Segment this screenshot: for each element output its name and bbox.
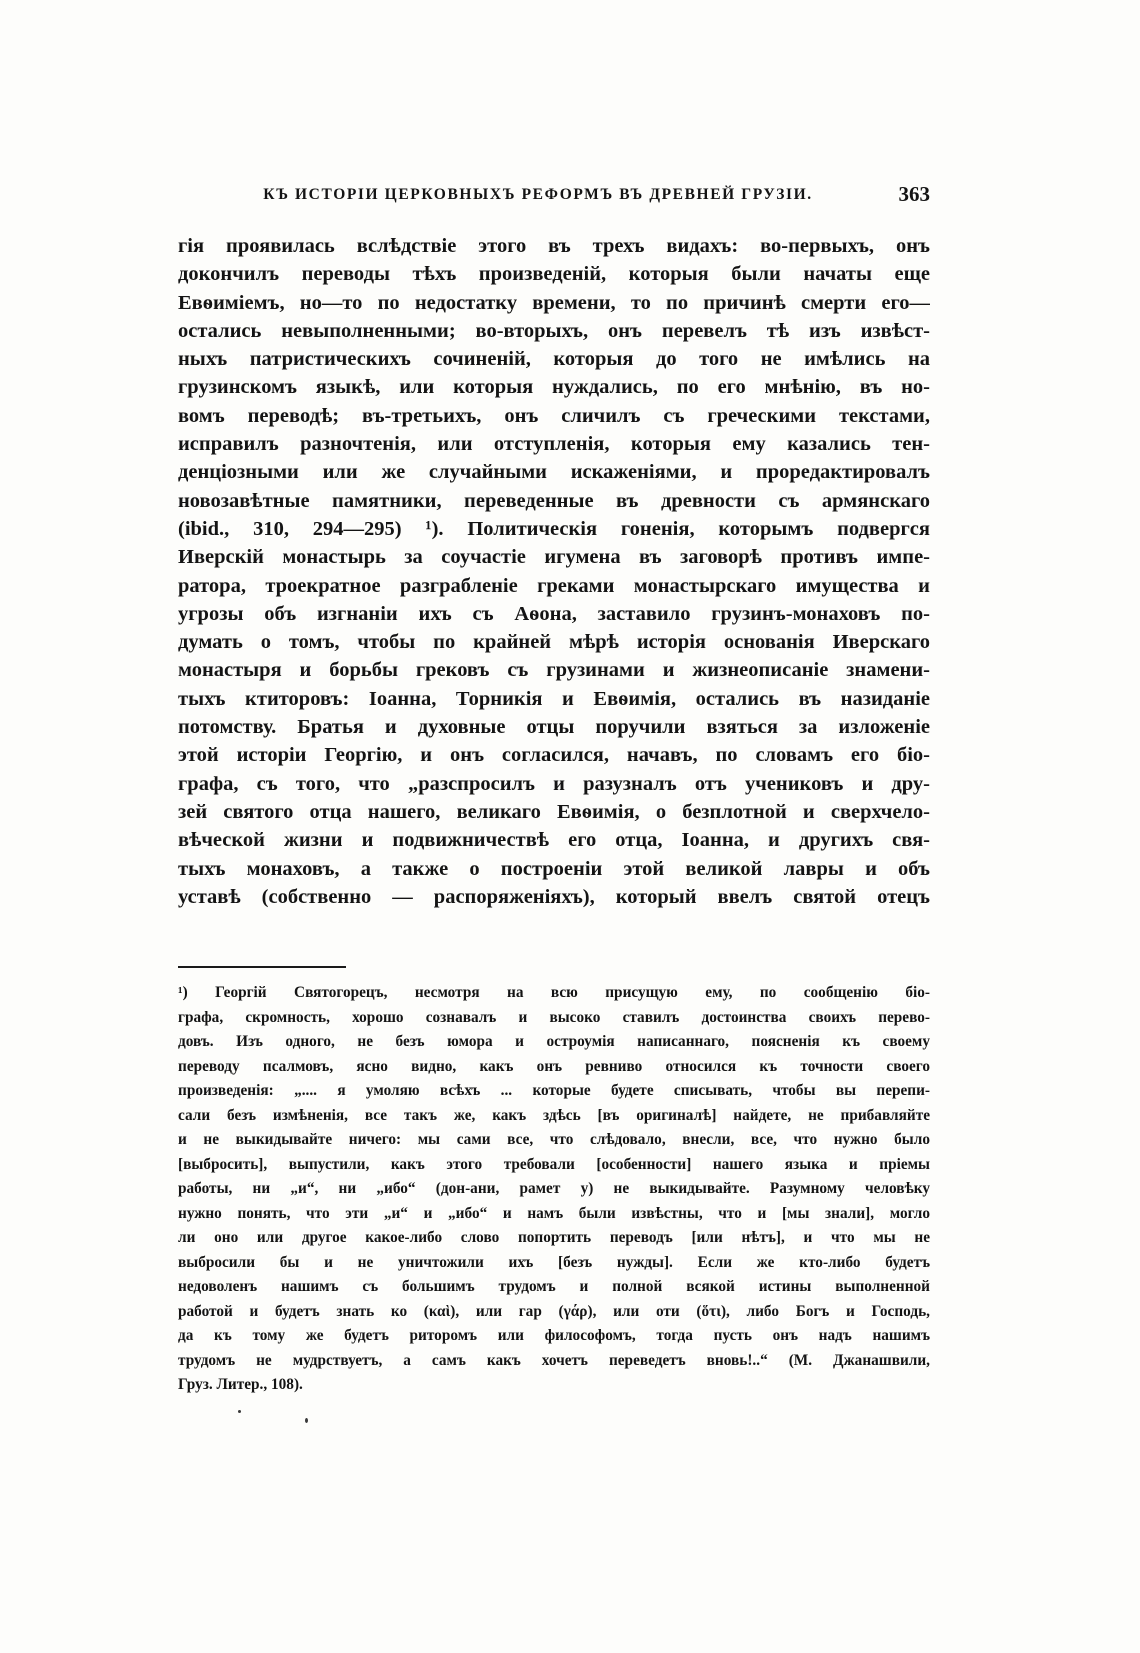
body-line: исправилъ разночтенія, или отступленія, которыя ему казались тен-	[178, 433, 930, 456]
body-line: грузинскомъ языкѣ, или которыя нуждались, по его мнѣнію, въ но-	[178, 376, 930, 399]
footnote-line: работы, ни „и“, ни „ибо“ (дон-ани, рамет у) не выкидывайте. Разумному человѣку	[178, 1180, 930, 1197]
body-line: вѣческой жизни и подвижничествѣ его отца, Іоанна, и другихъ свя-	[178, 829, 930, 852]
footnote-divider	[178, 966, 346, 968]
body-line: Иверскій монастырь за соучастіе игумена въ заговорѣ противъ импе-	[178, 546, 930, 569]
footnote-line: ¹) Георгій Святогорецъ, несмотря на всю присущую ему, по сообщенію біо-	[178, 984, 930, 1001]
footnote-line: ли оно или другое какое-либо слово попортить переводъ [или нѣтъ], и что мы не	[178, 1229, 930, 1246]
body-text	[178, 232, 930, 911]
body-line: тыхъ ктиторовъ: Іоанна, Торникія и Евѳимія, остались въ назиданіе	[178, 687, 930, 710]
footnote-line: сали безъ измѣненія, все такъ же, какъ здѣсь [въ оригиналѣ] найдете, не прибавляйте	[178, 1106, 930, 1124]
footnote-line: да къ тому же будетъ риторомъ или философомъ, тогда пусть онъ надъ нашимъ	[178, 1327, 930, 1344]
body-line: докончилъ переводы тѣхъ произведеній, которыя были начаты еще	[178, 263, 930, 286]
body-line: монастыря и борьбы грековъ съ грузинами и жизнеописаніе знамени-	[178, 659, 930, 682]
footnote-line: трудомъ не мудрствуетъ, а самъ какъ хочетъ переведетъ вновь!..“ (М. Джанашвили,	[178, 1351, 930, 1369]
body-line: угрозы объ изгнаніи ихъ съ Аѳона, заставило грузинъ-монаховъ по-	[178, 602, 930, 625]
body-line: графа, съ того, что „разспросилъ и разузналъ отъ учениковъ и дру-	[178, 772, 930, 795]
body-line: уставѣ (собственно — распоряженіяхъ), который ввелъ святой отецъ	[178, 885, 930, 908]
body-line: этой исторіи Георгію, и онъ согласился, начавъ, по словамъ его біо-	[178, 744, 930, 767]
ink-speck	[305, 1418, 308, 1423]
running-head	[178, 182, 930, 212]
footnote-line: [выбросить], выпустили, какъ этого требовали [особенности] нашего языка и пріемы	[178, 1155, 930, 1173]
body-line: ратора, троекратное разграбленіе греками монастырскаго имущества и	[178, 574, 930, 597]
body-line: тыхъ монаховъ, а также о построеніи этой великой лавры и объ	[178, 857, 930, 880]
running-title: КЪ ИСТОРІИ ЦЕРКОВНЫХЪ РЕФОРМЪ ВЪ ДРЕВНЕЙ ГРУЗІИ.	[263, 186, 813, 203]
body-line: денціозными или же случайными искаженіями, и проредактировалъ	[178, 461, 930, 484]
footnote	[178, 981, 930, 1398]
body-line: остались невыполненными; во-вторыхъ, онъ перевелъ тѣ изъ извѣст-	[178, 319, 930, 342]
body-line: (ibid., 310, 294—295) ¹). Политическія гоненія, которымъ подвергся	[178, 517, 930, 540]
page-number: 363	[898, 182, 930, 206]
footnote-line: недоволенъ нашимъ съ большимъ трудомъ и полной всякой истины выполненной	[178, 1278, 930, 1295]
footnote-line: довъ. Изъ одного, не безъ юмора и остроумія написаннаго, поясненія къ своему	[178, 1033, 930, 1050]
body-line: Евѳиміемъ, но—то по недостатку времени, то по причинѣ смерти его—	[178, 291, 930, 314]
body-line: новозавѣтные памятники, переведенные въ древности съ армянскаго	[178, 489, 930, 512]
body-line: ныхъ патристическихъ сочиненій, которыя до того не имѣлись на	[178, 348, 930, 371]
body-line: потомству. Братья и духовные отцы поручили взяться за изложеніе	[178, 716, 930, 739]
footnote-line: выбросили бы и не уничтожили ихъ [безъ нужды]. Если же кто-либо будетъ	[178, 1253, 930, 1271]
body-line: думать о томъ, чтобы по крайней мѣрѣ исторія основанія Иверскаго	[178, 631, 930, 654]
ink-speck	[238, 1410, 241, 1413]
footnote-line: переводу псалмовъ, ясно видно, какъ онъ ревниво относился къ точности своего	[178, 1057, 930, 1075]
body-line: вомъ переводѣ; въ-третьихъ, онъ сличилъ съ греческими текстами,	[178, 404, 930, 427]
body-line: гія проявилась вслѣдствіе этого въ трехъ видахъ: во-первыхъ, онъ	[178, 235, 930, 257]
body-line: зей святого отца нашего, великаго Евѳимія, о безплотной и сверхчело-	[178, 800, 930, 823]
footnote-line: работой и будетъ знать ко (καὶ), или гар (γάρ), или оти (ὅτι), либо Богъ и Господь,	[178, 1302, 930, 1320]
footnote-line: нужно понять, что эти „и“ и „ибо“ и намъ были извѣстны, что и [мы знали], могло	[178, 1204, 930, 1222]
footnote-line: произведенія: „.... я умоляю всѣхъ ... которые будете списывать, чтобы вы перепи-	[178, 1082, 930, 1099]
footnote-line: Груз. Литер., 108).	[178, 1376, 303, 1393]
footnote-line: графа, скромность, хорошо сознавалъ и высоко ставилъ достоинства своихъ перево-	[178, 1008, 930, 1026]
footnote-line: и не выкидывайте ничего: мы сами все, что слѣдовало, внесли, все, что нужно было	[178, 1131, 930, 1148]
